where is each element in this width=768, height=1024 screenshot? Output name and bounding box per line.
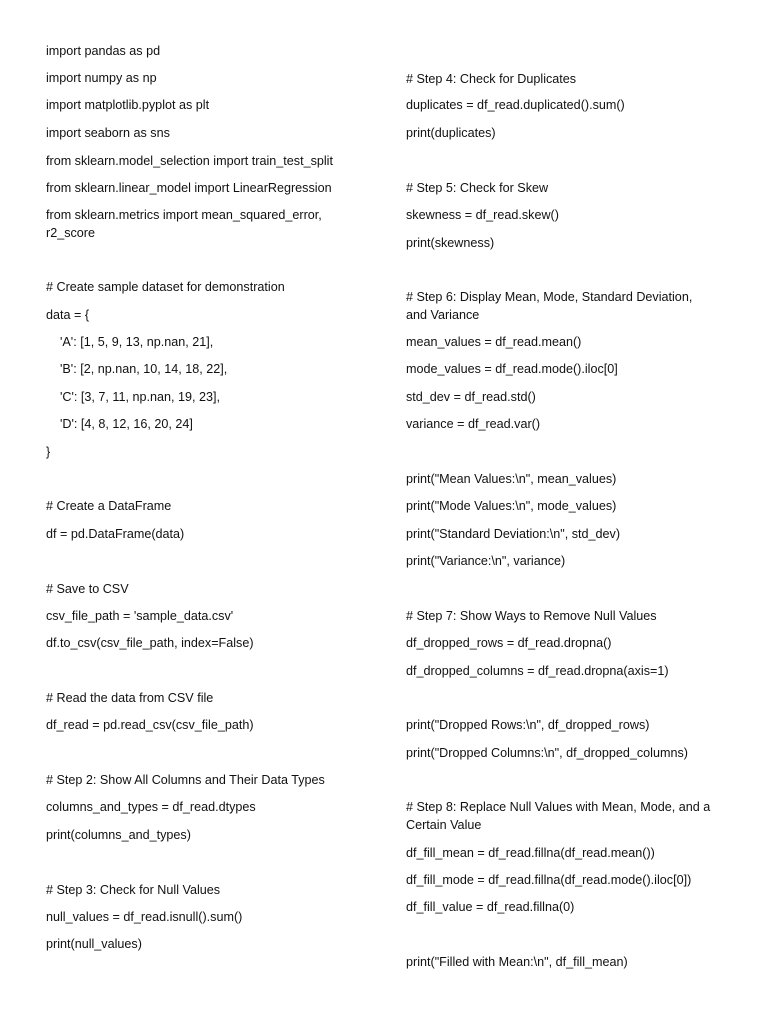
code-line: print("Standard Deviation:\n", std_dev) [406,527,621,541]
code-line: csv_file_path = 'sample_data.csv' [46,609,234,623]
code-line: mean_values = df_read.mean() [406,335,582,349]
code-line: df_dropped_rows = df_read.dropna() [406,636,612,650]
code-line: print(null_values) [46,937,142,951]
code-comment: # Step 6: Display Mean, Mode, Standard Deviation, and Variance [406,290,693,322]
code-line: 'C': [3, 7, 11, np.nan, 19, 23], [46,390,221,404]
code-comment: # Create sample dataset for demonstration [46,280,285,294]
code-line: print("Variance:\n", variance) [406,554,566,568]
code-line: import seaborn as sns [46,126,170,140]
code-comment: # Step 5: Check for Skew [406,181,549,195]
code-line: null_values = df_read.isnull().sum() [46,910,243,924]
code-line: print("Dropped Columns:\n", df_dropped_columns) [406,746,688,760]
code-line: from sklearn.linear_model import LinearRegression [46,181,332,195]
code-line: df = pd.DataFrame(data) [46,527,185,541]
code-line: 'D': [4, 8, 12, 16, 20, 24] [46,417,193,431]
code-comment: # Step 4: Check for Duplicates [406,72,577,86]
code-line: duplicates = df_read.duplicated().sum() [406,98,625,112]
code-line: import numpy as np [46,71,157,85]
code-comment: # Read the data from CSV file [46,691,214,705]
code-line: print("Filled with Mean:\n", df_fill_mean) [406,955,628,969]
code-line: df_read = pd.read_csv(csv_file_path) [46,718,254,732]
code-line: columns_and_types = df_read.dtypes [46,800,256,814]
code-line: print(duplicates) [406,126,496,140]
code-line: skewness = df_read.skew() [406,208,559,222]
code-line: print("Mean Values:\n", mean_values) [406,472,617,486]
code-line: print(columns_and_types) [46,828,191,842]
code-line: df_fill_mode = df_read.fillna(df_read.mode().iloc[0]) [406,873,692,887]
code-comment: # Create a DataFrame [46,499,172,513]
code-comment: # Step 8: Replace Null Values with Mean, Mode, and a Certain Value [406,800,711,832]
code-line: print(skewness) [406,236,495,250]
code-comment: # Step 2: Show All Columns and Their Data Types [46,773,325,787]
code-line: import matplotlib.pyplot as plt [46,98,210,112]
code-line: } [46,445,51,459]
code-line: df.to_csv(csv_file_path, index=False) [46,636,254,650]
code-line: import pandas as pd [46,44,161,58]
code-line: 'B': [2, np.nan, 10, 14, 18, 22], [46,362,228,376]
code-line: 'A': [1, 5, 9, 13, np.nan, 21], [46,335,214,349]
code-line: print("Dropped Rows:\n", df_dropped_rows) [406,718,650,732]
code-comment: # Step 3: Check for Null Values [46,883,221,897]
code-line: df_dropped_columns = df_read.dropna(axis=1) [406,664,669,678]
code-line: data = { [46,308,90,322]
code-line: variance = df_read.var() [406,417,541,431]
code-comment: # Step 7: Show Ways to Remove Null Values [406,609,657,623]
code-line: std_dev = df_read.std() [406,390,536,404]
code-line: from sklearn.metrics import mean_squared_error, r2_score [46,208,322,240]
code-line: df_fill_value = df_read.fillna(0) [406,900,575,914]
code-line: from sklearn.model_selection import train_test_split [46,154,333,168]
code-line: print("Mode Values:\n", mode_values) [406,499,617,513]
code-line: df_fill_mean = df_read.fillna(df_read.mean()) [406,846,655,860]
code-line: mode_values = df_read.mode().iloc[0] [406,362,618,376]
code-comment: # Save to CSV [46,582,129,596]
